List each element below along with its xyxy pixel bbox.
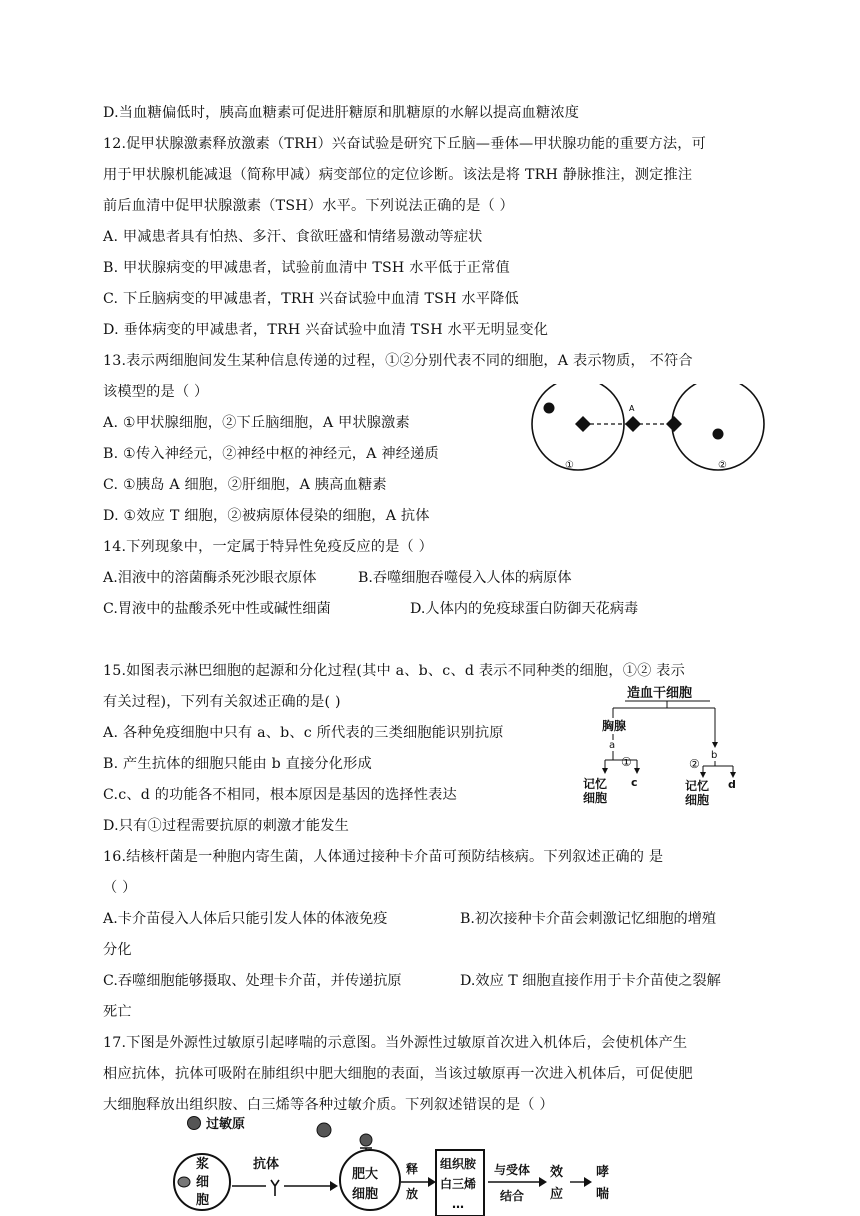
- q14-option-b: B.吞噬细胞吞噬侵入人体的病原体: [358, 570, 572, 586]
- label-process-2: ②: [689, 757, 700, 771]
- q14-option-d: D.人体内的免疫球蛋白防御天花病毒: [410, 601, 639, 617]
- q13-option-b: B. ①传入神经元，②神经中枢的神经元，A 神经递质: [103, 446, 439, 462]
- q15-option-c: C.c、d 的功能各不相同，根本原因是基因的选择性表达: [103, 787, 457, 803]
- q16-option-d-cont: 死亡: [103, 1004, 132, 1020]
- q13-option-a: A. ①甲状腺细胞，②下丘脑细胞，A 甲状腺激素: [103, 415, 410, 431]
- label-release-1: 释: [406, 1162, 419, 1176]
- q17-stem-2: 相应抗体，抗体可吸附在肺组织中肥大细胞的表面，当该过敏原再一次进入机体后，可促使肥: [103, 1066, 693, 1082]
- q16-stem-1: 16.结核杆菌是一种胞内寄生菌，人体通过接种卡介苗可预防结核病。下列叙述正确的 是: [103, 849, 664, 865]
- q14-option-a: A.泪液中的溶菌酶杀死沙眼衣原体: [103, 570, 317, 586]
- q15-option-a: A. 各种免疫细胞中只有 a、b、c 所代表的三类细胞能识别抗原: [103, 725, 504, 741]
- label-cell-2: ②: [718, 460, 727, 471]
- label-effect-1: 效: [550, 1165, 564, 1180]
- q16-option-b-cont: 分化: [103, 942, 132, 958]
- q15-lymphocyte-figure: [575, 682, 755, 806]
- q13-option-c: C. ①胰岛 A 细胞，②肝细胞，A 胰高血糖素: [103, 477, 387, 493]
- q16-option-d: D.效应 T 细胞直接作用于卡介苗使之裂解: [460, 973, 721, 989]
- q12-option-d: D. 垂体病变的甲减患者，TRH 兴奋试验中血清 TSH 水平无明显变化: [103, 322, 549, 338]
- label-memory-cell-2: 记忆: [685, 779, 710, 793]
- q12-stem-2: 用于甲状腺机能减退（简称甲减）病变部位的定位诊断。该法是将 TRH 静脉推注，测定推注: [103, 167, 693, 183]
- label-release-2: 放: [406, 1187, 419, 1201]
- q11-option-d: D.当血糖偏低时，胰高血糖素可促进肝糖原和肌糖原的水解以提高血糖浓度: [103, 105, 580, 121]
- label-cell-1: ①: [565, 460, 574, 471]
- free-allergen-icon: [317, 1123, 331, 1137]
- q12-stem-3: 前后血清中促甲状腺激素（TSH）水平。下列说法正确的是（ ）: [103, 198, 514, 214]
- label-asthma-1: 哮: [596, 1165, 610, 1180]
- label-plasma-3: 胞: [196, 1193, 210, 1208]
- label-antibody: 抗体: [253, 1157, 280, 1172]
- bound-allergen-icon: [360, 1134, 372, 1146]
- q16-option-a: A.卡介苗侵入人体后只能引发人体的体液免疫: [103, 911, 388, 927]
- antibody-icon: [271, 1180, 279, 1196]
- q12-option-c: C. 下丘脑病变的甲减患者，TRH 兴奋试验中血清 TSH 水平降低: [103, 291, 519, 307]
- label-receptor-2: 结合: [500, 1189, 525, 1203]
- q15-stem-2: 有关过程)，下列有关叙述正确的是( ): [103, 694, 341, 710]
- q12-stem-1: 12.促甲状腺激素释放激素（TRH）兴奋试验是研究下丘脑—垂体—甲状腺功能的重要方法，可: [103, 136, 707, 152]
- plasma-nucleus-icon: [178, 1177, 190, 1187]
- label-process-1: ①: [621, 755, 632, 769]
- q13-option-d: D. ①效应 T 细胞，②被病原体侵染的细胞，A 抗体: [103, 508, 430, 524]
- label-leukotriene: 白三烯: [440, 1177, 477, 1191]
- q15-option-d: D.只有①过程需要抗原的刺激才能发生: [103, 818, 349, 834]
- signal-molecule-2: [666, 416, 682, 432]
- q17-stem-3: 大细胞释放出组织胺、白三烯等各种过敏介质。下列叙述错误的是（ ）: [103, 1097, 554, 1113]
- signal-molecule-a: [625, 416, 641, 432]
- label-memory-cell-1b: 细胞: [583, 791, 608, 805]
- label-plasma-1: 浆: [196, 1157, 210, 1172]
- label-memory-cell-1: 记忆: [583, 777, 608, 791]
- signal-molecule-1: [575, 416, 591, 432]
- q15-option-b: B. 产生抗体的细胞只能由 b 直接分化形成: [103, 756, 372, 772]
- cell-2: [672, 384, 764, 470]
- q14-stem: 14.下列现象中，一定属于特异性免疫反应的是（ ）: [103, 539, 434, 555]
- q15-stem-1: 15.如图表示淋巴细胞的起源和分化过程(其中 a、b、c、d 表示不同种类的细胞，①② 表示: [103, 663, 685, 679]
- q16-option-c: C.吞噬细胞能够摄取、处理卡介苗，并传递抗原: [103, 973, 402, 989]
- label-mast-1: 肥大: [352, 1167, 379, 1182]
- q12-option-a: A. 甲减患者具有怕热、多汗、食欲旺盛和情绪易激动等症状: [103, 229, 483, 245]
- q13-cell-signal-figure: [528, 384, 768, 476]
- allergen-icon: [188, 1117, 201, 1130]
- label-c: c: [631, 776, 638, 789]
- label-mast-2: 细胞: [352, 1187, 379, 1202]
- label-ellipsis: …: [452, 1197, 464, 1211]
- label-asthma-2: 喘: [596, 1187, 610, 1202]
- label-a: A: [629, 404, 635, 413]
- q13-stem-2: 该模型的是（ ）: [103, 384, 209, 400]
- label-receptor-1: 与受体: [494, 1163, 531, 1177]
- nucleus-2: [713, 429, 724, 440]
- label-plasma-2: 细: [196, 1175, 210, 1190]
- label-a: a: [609, 740, 616, 751]
- label-effect-2: 应: [550, 1187, 564, 1202]
- q17-asthma-figure: [170, 1110, 650, 1216]
- q12-option-b: B. 甲状腺病变的甲减患者，试验前血清中 TSH 水平低于正常值: [103, 260, 510, 276]
- label-memory-cell-2b: 细胞: [685, 793, 710, 806]
- label-allergen: 过敏原: [206, 1117, 246, 1132]
- q16-stem-2: （ ）: [103, 880, 137, 896]
- label-d: d: [728, 778, 736, 791]
- q17-stem-1: 17.下图是外源性过敏原引起哮喘的示意图。当外源性过敏原首次进入机体后，会使机体产生: [103, 1035, 688, 1051]
- q14-option-c: C.胃液中的盐酸杀死中性或碱性细菌: [103, 601, 331, 617]
- label-thymus: 胸腺: [602, 719, 627, 733]
- label-b: b: [711, 750, 718, 761]
- q13-stem-1: 13.表示两细胞间发生某种信息传递的过程，①②分别代表不同的细胞，A 表示物质， 不符合: [103, 353, 693, 369]
- nucleus-1: [544, 403, 555, 414]
- label-histamine: 组织胺: [440, 1157, 477, 1171]
- label-hematopoietic-stem-cell: 造血干细胞: [627, 686, 693, 701]
- q16-option-b: B.初次接种卡介苗会刺激记忆细胞的增殖: [460, 911, 717, 927]
